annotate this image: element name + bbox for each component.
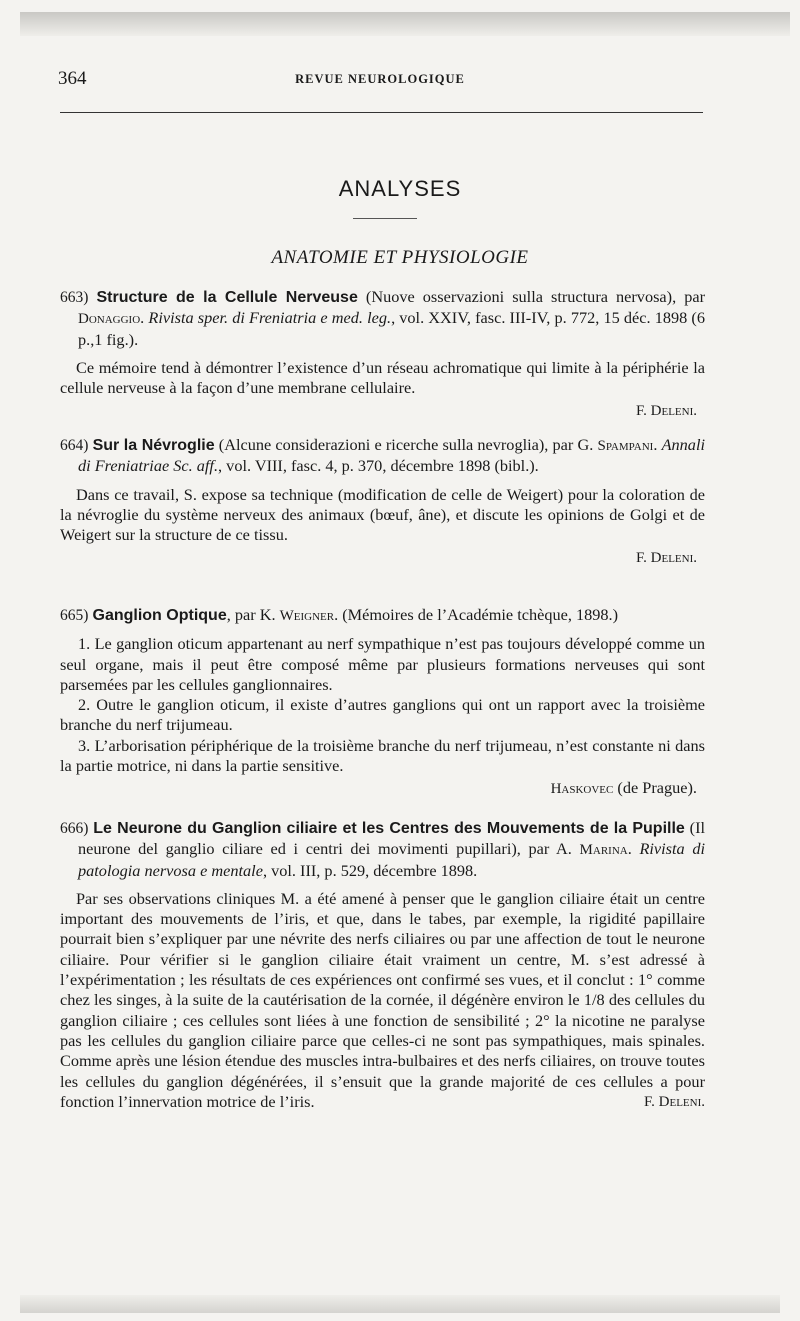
signature-name: F. Deleni. (636, 550, 697, 567)
article-title: Le Neurone du Ganglion ciliaire et les Centres des Mouvements de la Pupille (93, 820, 685, 837)
citation-text: , vol. XXIV, fasc. III-IV, p. 772, 15 déc. 1898 (6 p.,1 fig.). (78, 308, 705, 349)
numbered-point: 2. Outre le ganglion oticum, il existe d’autres ganglions qui ont un rapport avec la troisième branche du nerf trijumeau. (60, 695, 705, 735)
author-name: Marina (579, 842, 628, 859)
entry-number: 664) (60, 437, 89, 454)
citation-text: (Nuove osservazioni sulla structura nervosa), par (357, 287, 705, 306)
page-number: 364 (58, 68, 87, 89)
signature-name: F. Deleni. (636, 403, 697, 420)
numbered-point: 3. L’arborisation périphérique de la troisième branche du nerf trijumeau, n’est constante ni dans la partie motrice, ni dans la partie sensitive. (60, 735, 705, 776)
journal-title: Annali di Freniatriae Sc. aff. (78, 435, 705, 476)
numbered-point: 1. Le ganglion oticum appartenant au nerf sympathique n’est pas toujours développé comme un seul organe, mais il peut être composé même par plusieurs formations nerveuses qui sont parsemées par les cellules ganglionnaires. (60, 634, 705, 694)
entry-664 (60, 435, 705, 569)
entry-number: 663) (60, 289, 89, 306)
author-name: Spampani (597, 438, 654, 454)
signature (60, 778, 705, 799)
signature-place: (de Prague). (613, 778, 697, 798)
running-head (58, 68, 702, 92)
entry-663 (60, 287, 705, 422)
citation-text: . (140, 308, 149, 328)
entry-body (60, 889, 705, 1112)
citation-text: . (627, 839, 640, 859)
signature (60, 400, 705, 421)
article-title: Structure de la Cellule Nerveuse (96, 289, 358, 306)
entry-body: Ce mémoire tend à démontrer l’existence d’un réseau achromatique qui limite à la périphérie la cellule nerveuse à la façon d’une membrane cellulaire. (60, 357, 705, 398)
entry-body-text: Par ses observations cliniques M. a été amené à penser que le ganglion ciliaire était un centre important des mouvements de l’iris, et que, dans le tabes, par exemple, la rigidité papillaire pourrait bien s’expliquer par une névrite des nerfs ciliaires ou par une affection de tout le neurone ciliaire. Pour vérifier si le ganglion ciliaire était vraiment un centre, M. s’est adressé à l’expérimentation ; les résultats de ces expériences ont confirmé ses vues, et il conclut : 1° comme chez les singes, à la suite de la cautérisation de la cornée, il dégénère environ le 1/8 des cellules du ganglion ciliaire ; ces cellules sont liées à une fonction de sensibilité ; 2° la nicotine ne paralyse pas les cellules du ganglion ciliaire parce que celles-ci ne sont pas sympathiques, mais spinales. Comme après une lésion étendue des muscles intra-bulbaires et des nerfs ciliaires, on trouve toutes les cellules du ganglion dégénérées, il s’ensuit que la grande majorité de ces cellules a pour fonction l’innervation motrice de l’iris. (60, 888, 705, 1111)
article-title: Sur la Névroglie (92, 437, 215, 454)
author-name: Weigner (279, 608, 335, 624)
signature-name: Haskovec (550, 781, 614, 798)
author-name: Donaggio (78, 311, 141, 328)
journal-name: REVUE NEUROLOGIQUE (295, 72, 465, 86)
citation-text: . (653, 435, 662, 454)
scan-shadow-top (20, 12, 790, 36)
signature (60, 547, 705, 568)
journal-title: Rivista di patologia nervosa e mentale (78, 839, 705, 880)
citation-text: , par K. (226, 605, 280, 624)
entry-665 (60, 605, 705, 800)
scan-shadow-bottom (20, 1295, 780, 1313)
citation-text: (Il neurone del ganglio ciliare ed i centri dei movimenti pupillari), par A. (78, 818, 706, 859)
title-rule (353, 218, 417, 219)
subsection-title: ANATOMIE ET PHYSIOLOGIE (271, 247, 529, 268)
entry-citation (60, 287, 705, 350)
entry-body: Dans ce travail, S. expose sa technique (modification de celle de Weigert) pour la coloration de la névroglie du système nerveux des animaux (bœuf, âne), et discute les opinions de Golgi et de Weigert sur la structure de ce tissu. (60, 484, 705, 545)
entry-citation (60, 435, 705, 477)
citation-text: (Alcune considerazioni e ricerche sulla nevroglia), par G. (214, 435, 598, 454)
signature-name: F. Deleni. (644, 1093, 705, 1110)
article-title: Ganglion Optique (92, 607, 227, 624)
citation-text: . (Mémoires de l’Académie tchèque, 1898.) (334, 605, 619, 624)
entry-citation (60, 605, 705, 626)
section-title: ANALYSES (338, 176, 462, 201)
entry-citation (60, 818, 705, 881)
header-rule (60, 112, 703, 113)
entry-number: 666) (60, 820, 89, 837)
entry-number: 665) (60, 607, 89, 624)
citation-text: , vol. VIII, fasc. 4, p. 370, décembre 1898 (bibl.). (218, 456, 539, 476)
entry-666 (60, 818, 705, 1112)
journal-title: Rivista sper. di Freniatria e med. leg. (148, 308, 392, 328)
citation-text: , vol. III, p. 529, décembre 1898. (262, 860, 478, 880)
